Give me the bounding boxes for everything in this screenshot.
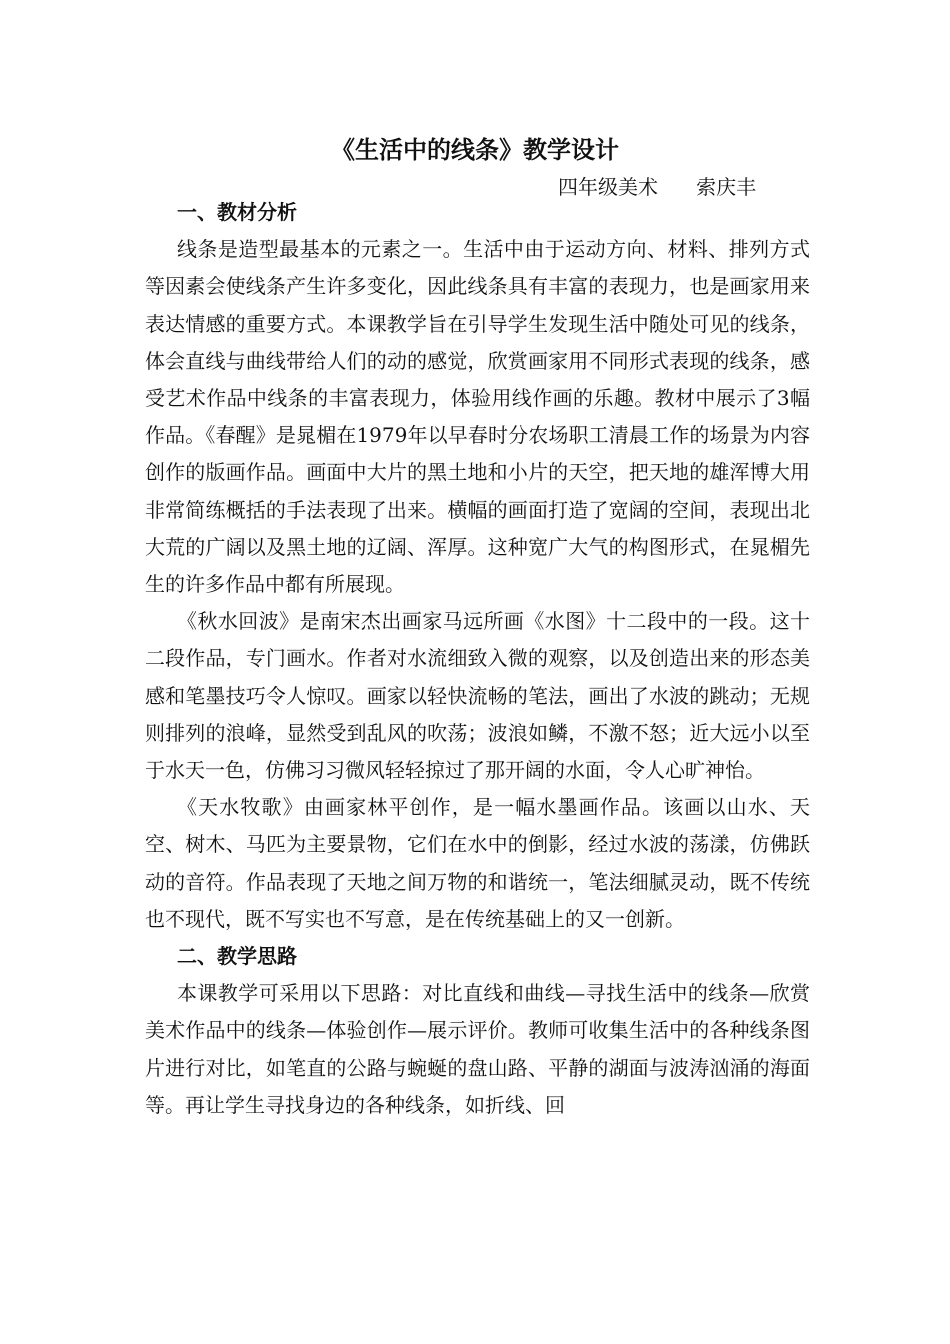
- section-teaching-material: [145, 194, 810, 938]
- paragraph: 本课教学可采用以下思路：对比直线和曲线—寻找生活中的线条—欣赏美术作品中的线条—体验创作—展示评价。教师可收集生活中的各种线条图片进行对比，如笔直的公路与蜿蜒的盘山路、平静的湖面与波涛汹涌的海面等。再让学生寻找身边的各种线条，如折线、回: [145, 981, 810, 1117]
- section-heading: 二、教学思路: [177, 944, 297, 969]
- paragraph: 《秋水回波》是南宋杰出画家马远所画《水图》十二段中的一段。这十二段作品，专门画水。作者对水流细致入微的观察，以及创造出来的形态美感和笔墨技巧令人惊叹。画家以轻快流畅的笔法，画出了水波的跳动；无规则排列的浪峰，显然受到乱风的吹荡；波浪如鳞，不激不怒；近大远小以至于水天一色，仿佛习习微风轻轻掠过了那开阔的水面，令人心旷神怡。: [145, 609, 810, 783]
- document-body: [145, 194, 810, 1124]
- paragraph: 《天水牧歌》由画家林平创作，是一幅水墨画作品。该画以山水、天空、树木、马匹为主要景物，它们在水中的倒影，经过水波的荡漾，仿佛跃动的音符。作品表现了天地之间万物的和谐统一，笔法细腻灵动，既不传统也不现代，既不写实也不写意，是在传统基础上的又一创新。: [145, 795, 810, 931]
- section-teaching-approach: [145, 938, 810, 1124]
- document-title: 《生活中的线条》教学设计: [331, 136, 619, 164]
- document-byline: 四年级美术 索庆丰: [558, 175, 757, 199]
- paragraph: 线条是造型最基本的元素之一。生活中由于运动方向、材料、排列方式等因素会使线条产生许多变化，因此线条具有丰富的表现力，也是画家用来表达情感的重要方式。本课教学旨在引导学生发现生活中随处可见的线条，体会直线与曲线带给人们的动的感觉，欣赏画家用不同形式表现的线条，感受艺术作品中线条的丰富表现力，体验用线作画的乐趣。教材中展示了3幅作品。《春醒》是晁楣在1979年以早春时分农场职工清晨工作的场景为内容创作的版画作品。画面中大片的黑土地和小片的天空，把天地的雄浑博大用非常简练概括的手法表现了出来。横幅的画面打造了宽阔的空间，表现出北大荒的广阔以及黑土地的辽阔、浑厚。这种宽广大气的构图形式，在晁楣先生的许多作品中都有所展现。: [145, 237, 810, 597]
- section-heading: 一、教材分析: [177, 200, 297, 224]
